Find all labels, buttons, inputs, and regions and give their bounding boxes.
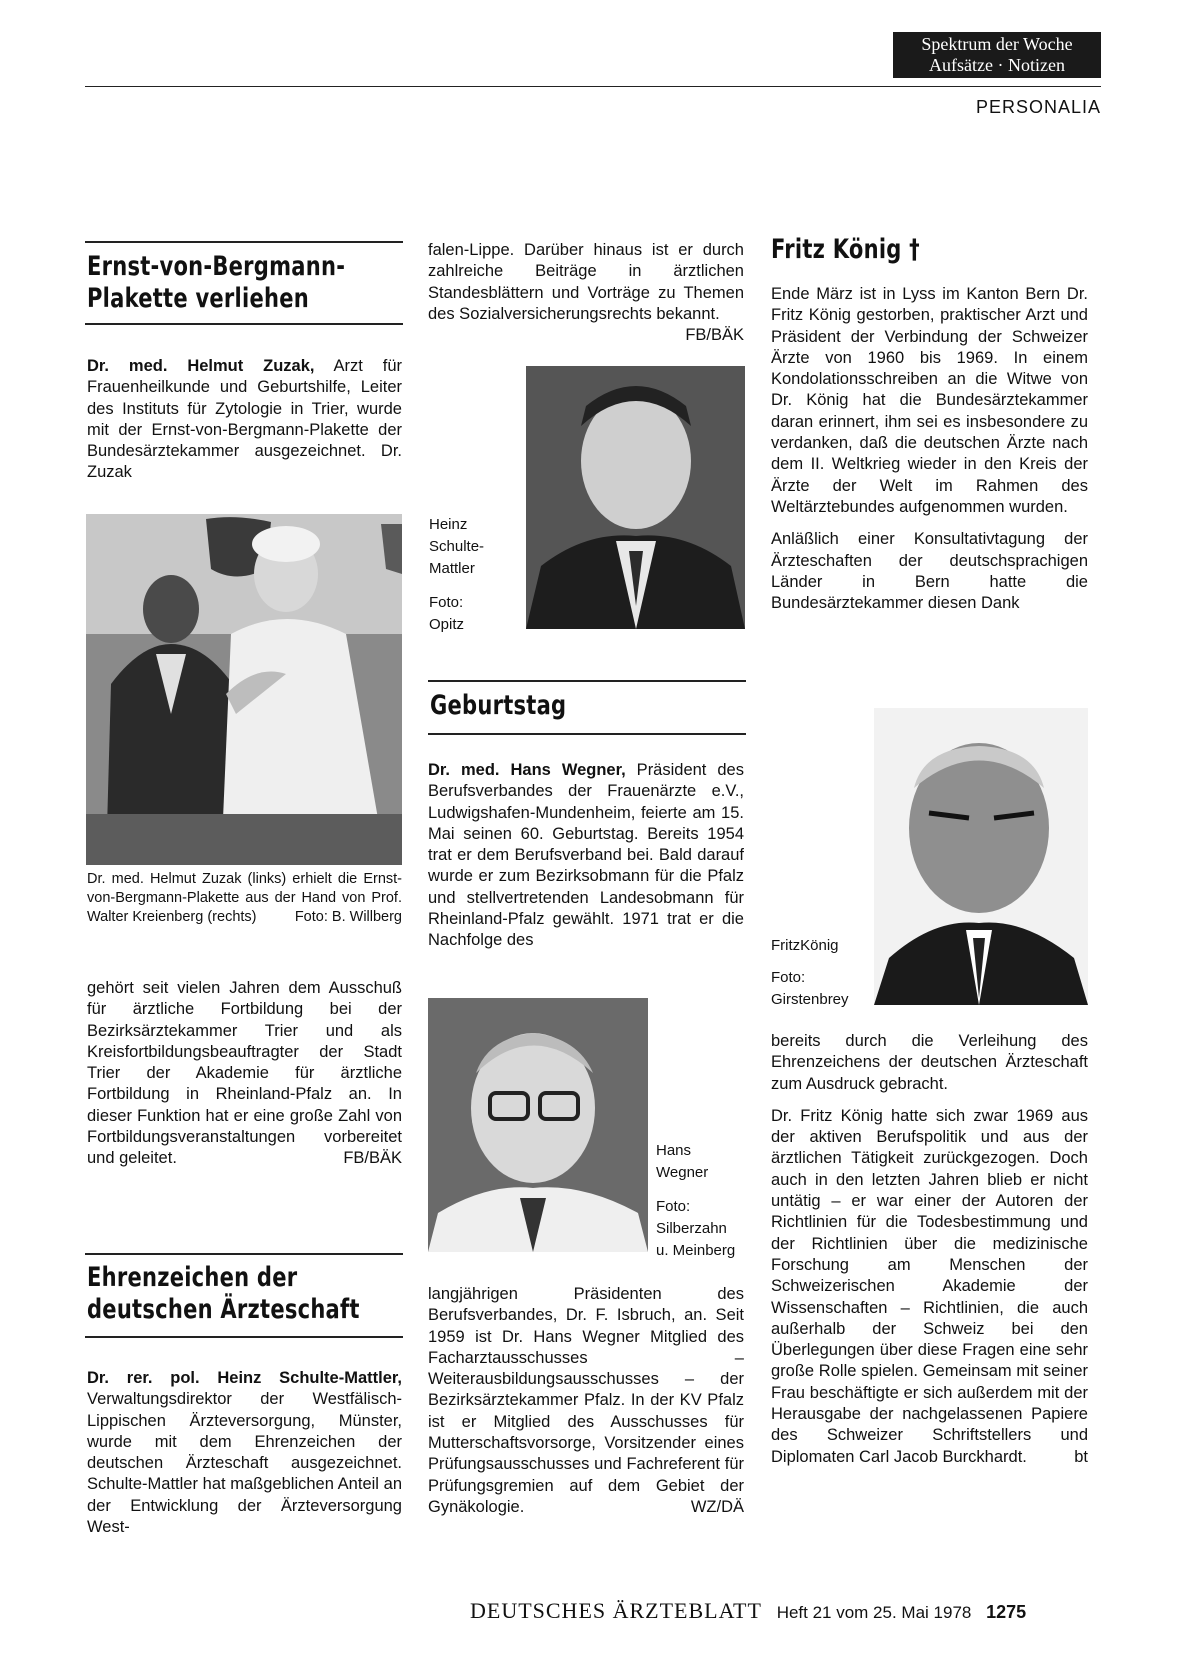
- issue-info: Heft 21 vom 25. Mai 1978: [776, 1603, 972, 1622]
- article-title-ehrenzeichen: Ehrenzeichen der deutschen Ärzteschaft: [87, 1262, 360, 1325]
- article-body-bergmann-continued: gehört seit vielen Jahren dem Ausschuß für ärztliche Fortbildung bei der Bezirksärztekammer Trier und als Kreisfortbildungsbeauftragter der Stadt Trier der Akademie für ärztliche Fortbildung in Rheinland-Pfalz an. In dieser Funktion hat er eine große Zahl von Fortbildungsveranstaltungen vorbereitet und geleitet. FB/BÄK: [87, 978, 402, 1181]
- rule: [85, 1253, 403, 1255]
- photo-caption-schulte-mattler: Heinz Schulte- Mattler Foto: Opitz: [429, 516, 485, 633]
- person-name: Dr. rer. pol. Heinz Schulte-Mattler,: [87, 1369, 402, 1387]
- photo-caption-koenig: FritzKönig Foto: Girstenbrey: [771, 937, 849, 1008]
- article-title-geburtstag: Geburtstag: [430, 690, 567, 721]
- journal-name: DEUTSCHES ÄRZTEBLATT: [470, 1598, 762, 1623]
- photo-portrait-wegner: [428, 998, 648, 1252]
- rule: [428, 733, 746, 735]
- person-name: Dr. med. Helmut Zuzak,: [87, 357, 315, 375]
- article-body-koenig-part2: bereits durch die Verleihung des Ehrenzeichens der deutschen Ärzteschaft zum Ausdruck gebracht. Dr. Fritz König hatte sich zwar 1969 aus der aktiven Berufspolitik und aus der ärztlichen Tätigkeit zurückgezogen. Doch auch in den letzten Jahren blieb er nicht untätig – er war einer der Autoren der Richtlinien für die Todesbestimmung und der Richtlinien über die medizinische Forschung am Menschen der Schweizerischen Akademie der Wissenschaften – Richtlinien, die auch außerhalb der Schweiz bei den Überlegungen über diese Fragen eine sehr große Rolle spielen. Gemeinsam mit seiner Frau beschäftigte er sich außerdem mit der Herausgabe der nachgelassenen Papiere des Schweizer Schriftstellers und Diplomaten Carl Jacob Burckhardt. bt: [771, 1031, 1088, 1479]
- article-signature: FB/BÄK: [343, 1149, 402, 1168]
- photo-portrait-schulte-mattler: [526, 366, 745, 629]
- article-signature: WZ/DÄ: [690, 1497, 744, 1516]
- header-box-line2: Aufsätze · Notizen: [929, 55, 1065, 75]
- article-title-bergmann: Ernst-von-Bergmann- Plakette verliehen: [87, 251, 346, 314]
- photo-caption-bergmann: Dr. med. Helmut Zuzak (links) erhielt die Ernst-von-Bergmann-Plakette aus der Hand von Prof. Walter Kreienberg (rechts) Foto: B. Willberg: [87, 871, 402, 925]
- photo-caption-wegner: Hans Wegner Foto: Silberzahn u. Meinberg: [656, 1142, 736, 1259]
- rule: [85, 1336, 403, 1338]
- section-header-box: [893, 32, 1101, 78]
- article-signature: FB/BÄK: [685, 326, 744, 345]
- article-signature: bt: [1074, 1447, 1088, 1466]
- header-rule: [85, 86, 1101, 87]
- article-body-geburtstag-continued: langjährigen Präsidenten des Berufsverbandes, Dr. F. Isbruch, an. Seit 1959 ist Dr. Hans Wegner Mitglied des Facharztausschusses – Weiterausbildungsausschusses – der Bezirksärztekammer Pfalz. In der KV Pfalz ist er Mitglied des Ausschusses für Mutterschaftsvorsorge, Vorsitzender eines Prüfungsausschusses und Fachreferent für Prüfungsgremien auf dem Gebiet der Gynäkologie. WZ/DÄ: [428, 1284, 744, 1529]
- article-body-geburtstag: Dr. med. Hans Wegner, Präsident des Berufsverbandes der Frauenärzte e.V., Ludwigshafen-Mundenheim, feierte am 15. Mai seinen 60. Geburtstag. Bereits 1954 trat er dem Berufsverband bei. Bald darauf wurde er zum Bezirksobmann für die Pfalz und stellvertretenden Landesobmann für Rheinland-Pfalz gewählt. 1971 trat er die Nachfolge des: [428, 761, 744, 950]
- person-name: Dr. med. Hans Wegner,: [428, 761, 626, 779]
- article-body-ehrenzeichen-continued: falen-Lippe. Darüber hinaus ist er durch zahlreiche Beiträge in ärztlichen Standesblättern und Vorträge zu Themen des Sozialversicherungsrechts bekannt. FB/BÄK: [428, 240, 744, 346]
- article-body-koenig-part1: Ende März ist in Lyss im Kanton Bern Dr. Fritz König gestorben, praktischer Arzt und Präsident der Verbindung der Schweizer Ärzte von 1960 bis 1969. In einem Kondolationsschreiben an die Witwe von Dr. König hat die Bundesärztekammer daran erinnert, ihm sei es insbesondere zu verdanken, daß die deutschen Ärzte nach dem II. Weltkrieg wieder in den Kreis der Ärzte der Welt im Rahmen des Weltärztebundes aufgenommen wurden. Anläßlich einer Konsultativtagung der Ärzteschaften der deutschsprachigen Länder in Bern hatte die Bundesärztekammer diesen Dank: [771, 285, 1088, 613]
- rule: [85, 241, 403, 243]
- section-label: PERSONALIA: [975, 97, 1101, 117]
- header-box-line1: Spektrum der Woche: [921, 34, 1073, 54]
- article-body-ehrenzeichen: Dr. rer. pol. Heinz Schulte-Mattler, Verwaltungsdirektor der Westfälisch-Lippischen Ärzteversorgung, Münster, wurde mit dem Ehrenzeichen der deutschen Ärzteschaft ausgezeichnet. Schulte-Mattler hat maßgeblichen Anteil an der Entwicklung der Ärzteversorgung West-: [87, 1369, 402, 1537]
- rule: [428, 680, 746, 682]
- article-title-koenig: Fritz König †: [771, 234, 920, 265]
- page-number: 1275: [986, 1602, 1027, 1622]
- rule: [85, 323, 403, 325]
- article-body-bergmann-intro: Dr. med. Helmut Zuzak, Arzt für Frauenheilkunde und Geburtshilfe, Leiter des Instituts für Zytologie in Trier, wurde mit der Ernst-von-Bergmann-Plakette der Bundesärztekammer ausgezeichnet. Dr. Zuzak: [87, 357, 402, 482]
- photo-credit: Foto: B. Willberg: [294, 909, 402, 925]
- photo-portrait-koenig: [874, 708, 1088, 1005]
- photo-award-ceremony: [86, 514, 402, 865]
- page-footer: [470, 1598, 1026, 1624]
